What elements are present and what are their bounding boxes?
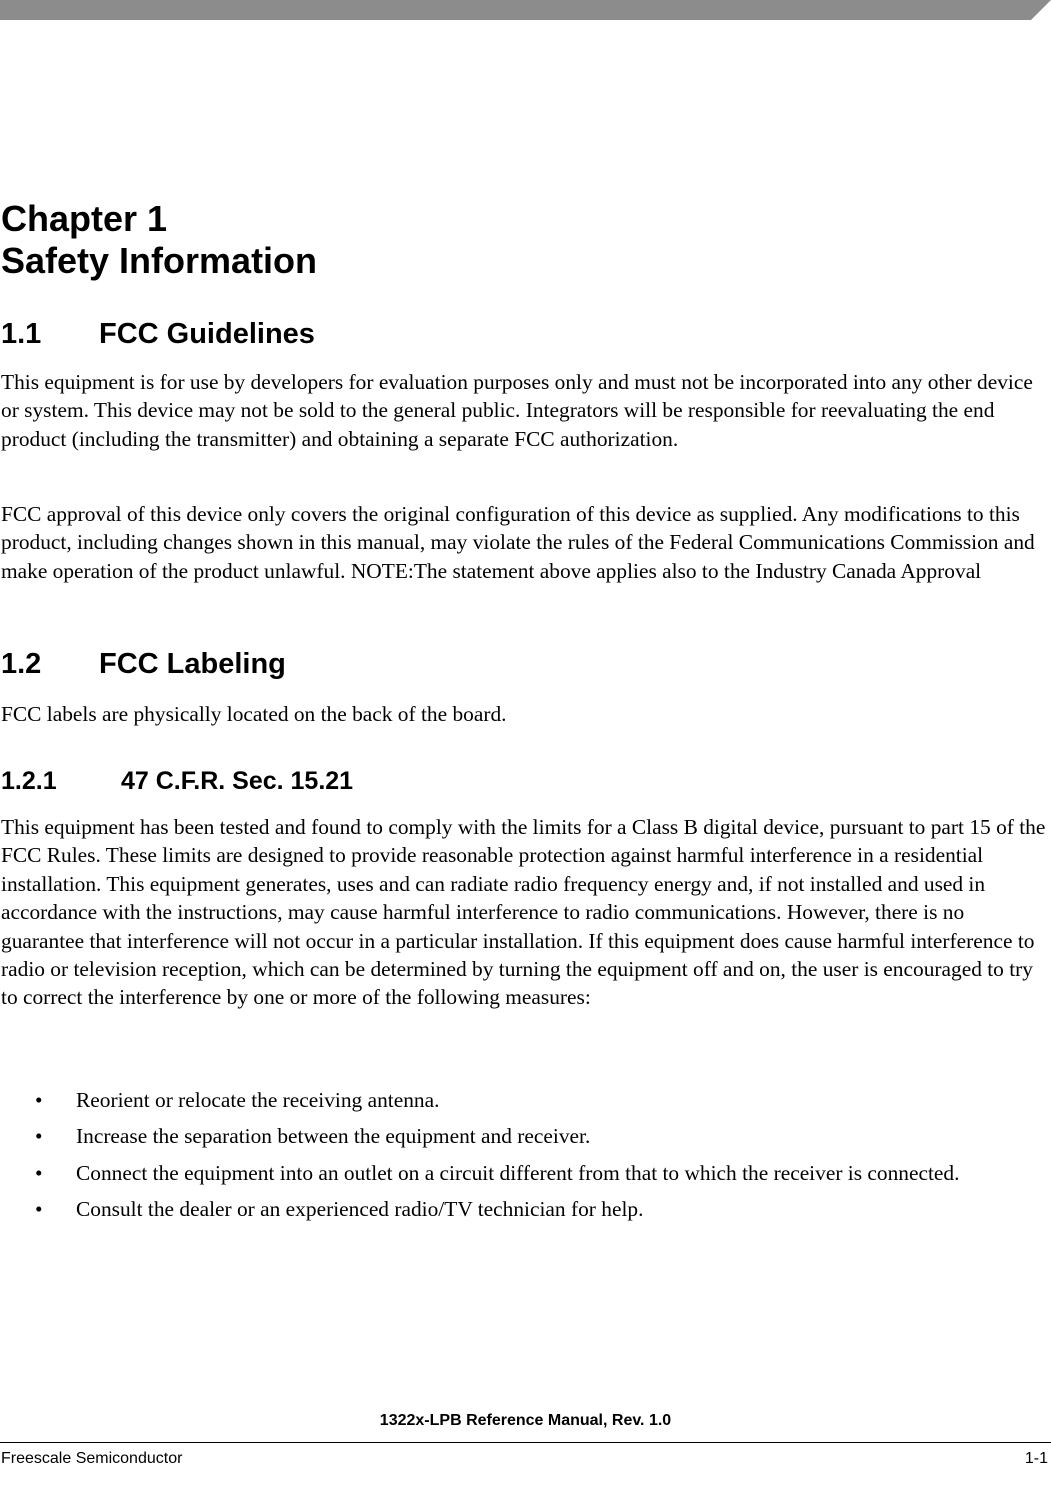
header-bar [0, 0, 1051, 20]
list-item-text: Increase the separation between the equipment and receiver. [76, 1124, 591, 1149]
company-name: Freescale Semiconductor [1, 1450, 183, 1467]
subsection-title: 47 C.F.R. Sec. 15.21 [121, 767, 354, 795]
list-item [0, 1159, 1040, 1187]
paragraph: FCC labels are physically located on the back of the board. [1, 702, 507, 726]
paragraph: FCC approval of this device only covers the original configuration of this device as supplied. Any modifications to this product, including changes shown in this manual, may violate the rules of the Federal Communications Commission and make operation of the product unlawful. NOTE:The statement above applies also to the Industry Canada Approval [1, 502, 1035, 583]
list-item [0, 1122, 1040, 1150]
page-number: 1-1 [1024, 1450, 1048, 1467]
paragraph: This equipment is for use by developers for evaluation purposes only and must not be incorporated into any other device or system. This device may not be sold to the general public. Integrators will be responsible for reevaluating the end product (including the transmitter) and obtaining a separate FCC authorization. [1, 370, 1033, 451]
section-number: 1.2 [1, 648, 42, 680]
measures-list [0, 1086, 1040, 1232]
bullet-icon: • [35, 1197, 43, 1222]
header-bar-shape [0, 0, 1051, 20]
section-heading-fcc-guidelines [1, 317, 315, 351]
section-number: 1.1 [1, 318, 42, 350]
section-title: FCC Labeling [99, 648, 286, 680]
chapter-number: Chapter 1 [1, 198, 168, 239]
bullet-icon: • [35, 1088, 43, 1112]
chapter-name: Safety Information [1, 240, 318, 281]
subsection-heading-47-cfr [1, 766, 353, 796]
list-item-text: Reorient or relocate the receiving antenna. [76, 1088, 440, 1112]
section-heading-fcc-labeling [1, 647, 286, 681]
paragraph: This equipment has been tested and found to comply with the limits for a Class B digital device, pursuant to part 15 of the FCC Rules. These limits are designed to provide reasonable protection against harmful interference in a residential installation. This equipment generates, uses and can radiate radio frequency energy and, if not installed and used in accordance with the instructions, may cause harmful interference to radio communications. However, there is no guarantee that interference will not occur in a particular installation. If this equipment does cause harmful interference to radio or television reception, which can be determined by turning the equipment off and on, the user is encouraged to try to correct the interference by one or more of the following measures: [1, 815, 1046, 1010]
document-title-footer: 1322x-LPB Reference Manual, Rev. 1.0 [379, 1412, 672, 1429]
bullet-icon: • [35, 1160, 43, 1185]
bullet-icon: • [35, 1124, 43, 1149]
chapter-title [1, 198, 317, 282]
list-item-text: Consult the dealer or an experienced radio/TV technician for help. [76, 1197, 644, 1222]
list-item [0, 1195, 1040, 1223]
list-item [0, 1086, 1040, 1114]
list-item-text: Connect the equipment into an outlet on a circuit different from that to which the receiver is connected. [76, 1160, 960, 1185]
section-title: FCC Guidelines [99, 318, 315, 350]
footer-divider [0, 1442, 1051, 1443]
subsection-number: 1.2.1 [1, 767, 57, 795]
